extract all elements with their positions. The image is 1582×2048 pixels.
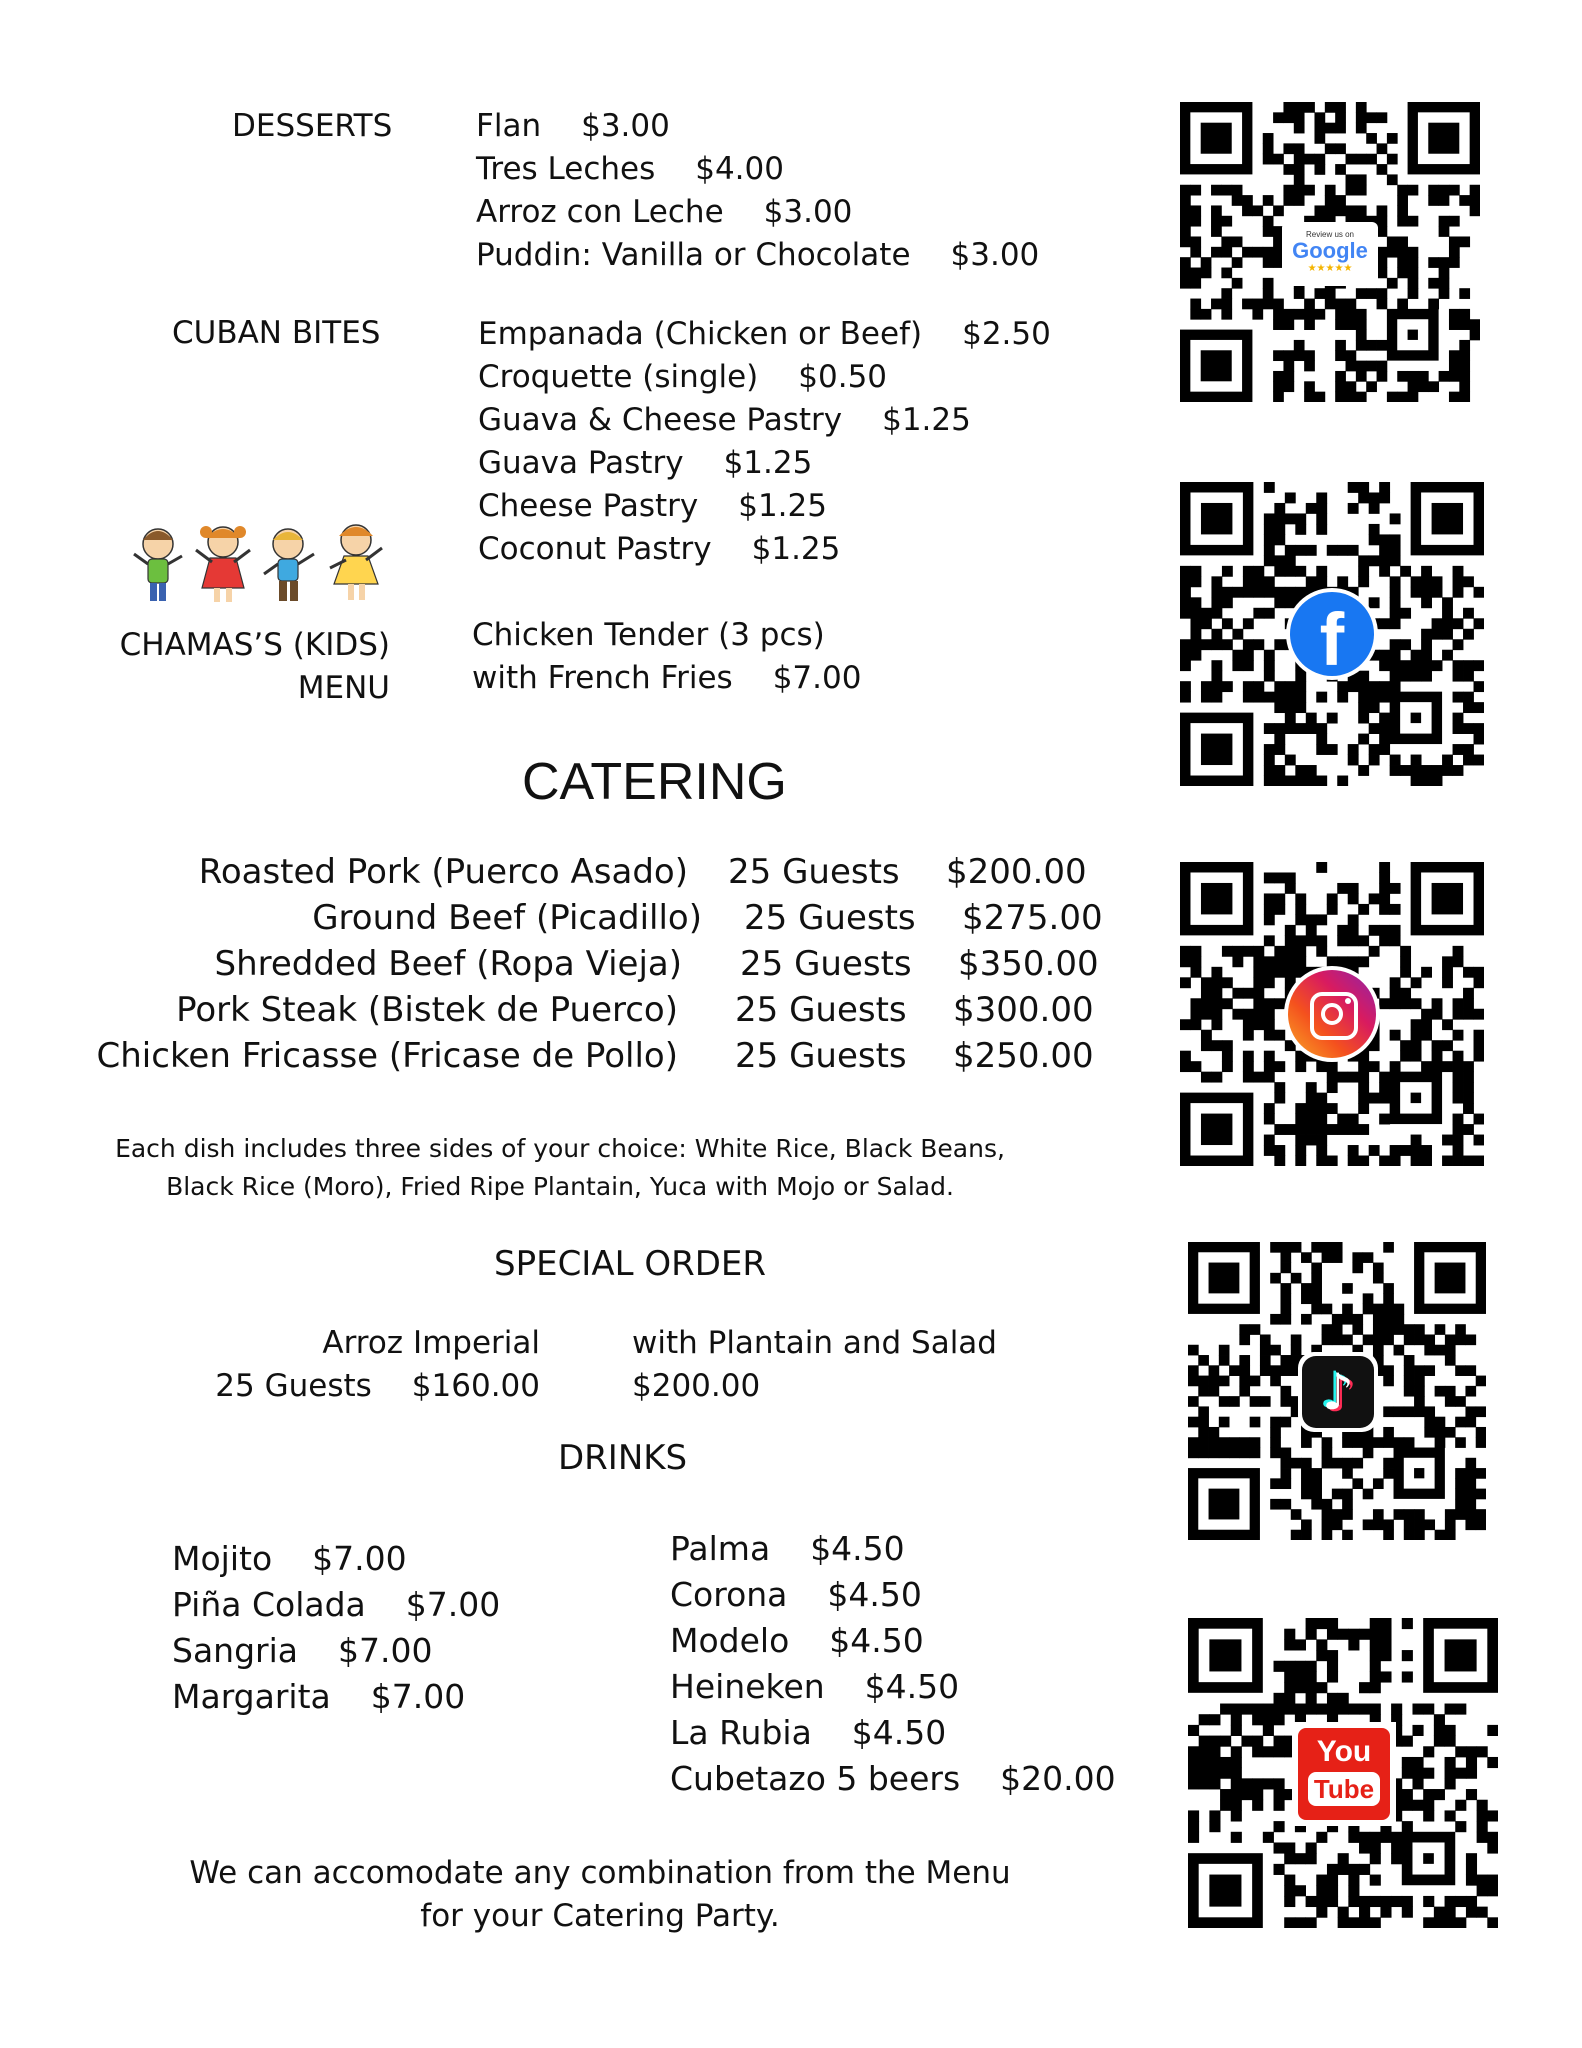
guests-count: 25 Guests [728, 852, 900, 892]
google-review-icon: Review us on Google ★★★★★ [1282, 222, 1378, 286]
drink-item: La Rubia $4.50 [670, 1713, 947, 1752]
instagram-icon [1288, 970, 1376, 1058]
menu-item: Coconut Pastry $1.25 [478, 531, 841, 567]
drinks-left-list [172, 1536, 500, 1720]
tiktok-qr-code[interactable] [1188, 1242, 1486, 1540]
guests-count: 25 Guests [744, 898, 916, 938]
drink-item: Mojito $7.00 [172, 1539, 407, 1578]
item-price: $3.00 [950, 237, 1040, 273]
facebook-qr-code[interactable] [1180, 482, 1484, 786]
drinks-title: DRINKS [558, 1438, 688, 1478]
drink-item: Heineken $4.50 [670, 1667, 960, 1706]
footer-note: We can accomodate any combination from the Menu for your Catering Party. [189, 1855, 1011, 1934]
drink-item: Corona $4.50 [670, 1575, 922, 1614]
youtube-icon: You Tube [1298, 1728, 1390, 1820]
menu-item: Tres Leches $4.00 [476, 151, 784, 187]
catering-row: Shredded Beef (Ropa Vieja) 25 Guests $350.00 [214, 944, 1099, 984]
google-review-qr-code[interactable] [1180, 102, 1480, 402]
guests-count: 25 Guests [735, 1036, 907, 1076]
special-order-option: with Plantain and Salad $200.00 [632, 1322, 997, 1408]
guests-count: 25 Guests [735, 990, 907, 1030]
cuban-bites-label: CUBAN BITES [172, 315, 381, 351]
instagram-qr-code[interactable] [1180, 862, 1484, 1166]
item-price: $200.00 [632, 1368, 761, 1404]
menu-item: Guava & Cheese Pastry $1.25 [478, 402, 971, 438]
drink-item: Piña Colada $7.00 [172, 1585, 501, 1624]
item-price: $1.25 [723, 445, 813, 481]
drink-item: Sangria $7.00 [172, 1631, 433, 1670]
menu-item: Arroz con Leche $3.00 [476, 194, 853, 230]
tiktok-icon: ♪ [1302, 1356, 1374, 1428]
special-order-item: Arroz Imperial 25 Guests $160.00 [215, 1325, 540, 1404]
catering-list [0, 852, 1120, 1092]
desserts-list [476, 108, 1039, 280]
item-price: $7.00 [405, 1585, 501, 1624]
item-price: $1.25 [882, 402, 971, 438]
menu-item: Empanada (Chicken or Beef) $2.50 [478, 316, 1051, 352]
item-price: $3.00 [581, 108, 670, 144]
item-price: $1.25 [751, 531, 841, 567]
item-price: $20.00 [1000, 1759, 1116, 1798]
catering-title: CATERING [522, 753, 787, 811]
catering-row: Ground Beef (Picadillo) 25 Guests $275.00 [312, 898, 1103, 938]
item-price: $4.50 [827, 1575, 922, 1614]
guests-count: 25 Guests [740, 944, 912, 984]
cuban-bites-list [478, 316, 1051, 574]
special-order-title: SPECIAL ORDER [494, 1244, 767, 1284]
kids-illustration [128, 518, 390, 610]
menu-item: Cheese Pastry $1.25 [478, 488, 827, 524]
catering-row: Roasted Pork (Puerco Asado) 25 Guests $200.00 [198, 852, 1087, 892]
item-price: $0.50 [798, 359, 888, 395]
item-price: $7.00 [338, 1631, 433, 1670]
drink-item: Margarita $7.00 [172, 1677, 466, 1716]
item-price: $7.00 [772, 660, 862, 696]
item-price: $4.00 [695, 151, 784, 187]
item-price: $250.00 [953, 1036, 1094, 1076]
drinks-right-list [670, 1526, 1116, 1802]
desserts-label: DESSERTS [232, 108, 393, 144]
kids-menu-item: Chicken Tender (3 pcs) with French Fries $7.00 [472, 617, 862, 696]
item-price: $300.00 [953, 990, 1094, 1030]
item-price: $1.25 [738, 488, 827, 524]
item-price: $2.50 [962, 316, 1051, 352]
item-price: $7.00 [370, 1677, 466, 1716]
item-price: $4.50 [851, 1713, 947, 1752]
drink-item: Cubetazo 5 beers $20.00 [670, 1759, 1116, 1798]
drink-item: Palma $4.50 [670, 1529, 905, 1568]
catering-row: Pork Steak (Bistek de Puerco) 25 Guests $300.00 [176, 990, 1094, 1030]
item-price: $350.00 [958, 944, 1099, 984]
item-price: $7.00 [312, 1539, 407, 1578]
facebook-icon: f [1290, 592, 1374, 676]
item-price: $3.00 [763, 194, 853, 230]
menu-item: Croquette (single) $0.50 [478, 359, 888, 395]
kids-menu-label: CHAMAS’S (KIDS) MENU [119, 627, 390, 706]
menu-item: Puddin: Vanilla or Chocolate $3.00 [476, 237, 1040, 273]
item-price: $4.50 [810, 1529, 905, 1568]
item-price: $4.50 [829, 1621, 924, 1660]
youtube-qr-code[interactable] [1188, 1618, 1498, 1928]
item-price: $160.00 [411, 1368, 540, 1404]
item-price: $200.00 [946, 852, 1087, 892]
guests-count: 25 Guests [215, 1368, 372, 1404]
item-price: $275.00 [962, 898, 1103, 938]
catering-row: Chicken Fricasse (Fricase de Pollo) 25 Guests $250.00 [96, 1036, 1094, 1076]
drink-item: Modelo $4.50 [670, 1621, 924, 1660]
item-price: $4.50 [864, 1667, 960, 1706]
menu-item: Flan $3.00 [476, 108, 670, 144]
menu-item: Guava Pastry $1.25 [478, 445, 813, 481]
catering-sides-note: Each dish includes three sides of your choice: White Rice, Black Beans, Black Rice (Moro), Fried Ripe Plantain, Yuca with Mojo or Salad. [115, 1134, 1005, 1201]
